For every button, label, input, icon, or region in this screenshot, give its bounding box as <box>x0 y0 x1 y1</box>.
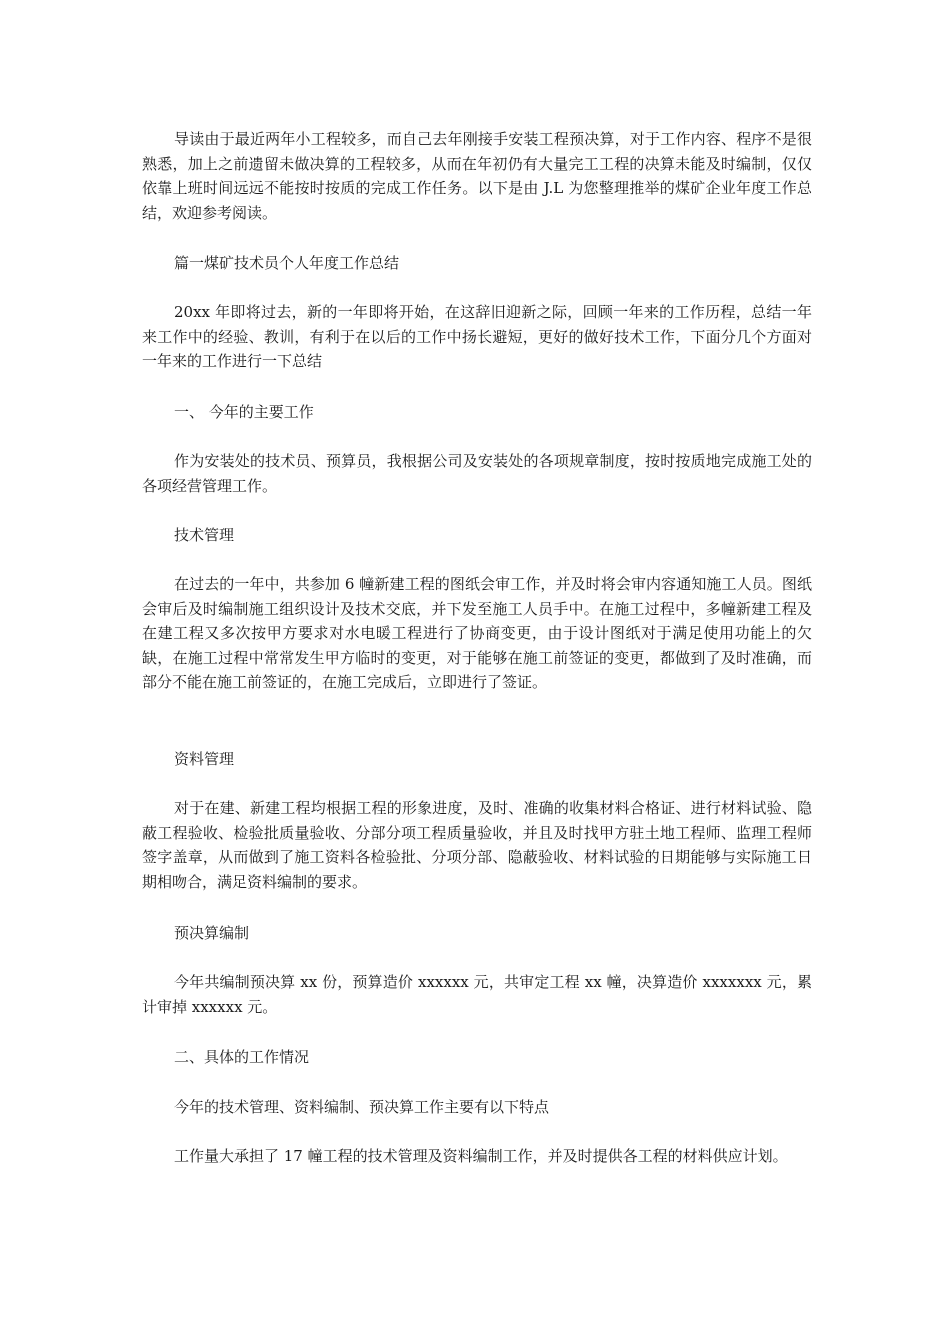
budget-paragraph: 今年共编制预决算 xx 份，预算造价 xxxxxx 元，共审定工程 xx 幢，决算造价 xxxxxxx 元，累计审掉 xxxxxx 元。 <box>142 973 812 1016</box>
section-2-intro: 今年的技术管理、资料编制、预决算工作主要有以下特点 <box>174 1098 550 1116</box>
section-1-heading: 一、 今年的主要工作 <box>174 403 314 421</box>
intro-paragraph: 导读由于最近两年小工程较多，而自己去年刚接手安装工程预决算，对于工作内容、程序不是很熟悉，加上之前遗留未做决算的工程较多，从而在年初仍有大量完工工程的决算未能及时编制，仅仅依靠上班时间远远不能按时按质的完成工作任务。以下是由 J.L 为您整理推举的煤矿企业年度工作总结，欢迎参考阅读。 <box>142 130 812 222</box>
tech-management-heading: 技术管理 <box>174 526 235 544</box>
article-title: 篇一煤矿技术员个人年度工作总结 <box>174 254 400 272</box>
budget-heading: 预决算编制 <box>174 924 250 942</box>
data-management-paragraph: 对于在建、新建工程均根据工程的形象进度，及时、准确的收集材料合格证、进行材料试验、隐蔽工程验收、检验批质量验收、分部分项工程质量验收，并且及时找甲方驻土地工程师、监理工程师签字盖章，从而做到了施工资料各检验批、分项分部、隐蔽验收、材料试验的日期能够与实际施工日期相吻合，满足资料编制的要求。 <box>142 799 812 891</box>
data-management-heading: 资料管理 <box>174 750 235 768</box>
section-1-paragraph: 作为安装处的技术员、预算员，我根据公司及安装处的各项规章制度，按时按质地完成施工处的各项经营管理工作。 <box>142 452 812 495</box>
workload-paragraph: 工作量大承担了 17 幢工程的技术管理及资料编制工作，并及时提供各工程的材料供应计划。 <box>174 1147 788 1165</box>
tech-management-paragraph: 在过去的一年中，共参加 6 幢新建工程的图纸会审工作，并及时将会审内容通知施工人员。图纸会审后及时编制施工组织设计及技术交底，并下发至施工人员手中。在施工过程中，多幢新建工程及在建工程又多次按甲方要求对水电暖工程进行了协商变更，由于设计图纸对于满足使用功能上的欠缺，在施工过程中常常发生甲方临时的变更，对于能够在施工前签证的变更，都做到了及时准确，而部分不能在施工前签证的，在施工完成后，立即进行了签证。 <box>142 575 812 692</box>
opening-paragraph: 20xx 年即将过去，新的一年即将开始，在这辞旧迎新之际，回顾一年来的工作历程，总结一年来工作中的经验、教训，有利于在以后的工作中扬长避短，更好的做好技术工作，下面分几个方面对一年来的工作进行一下总结 <box>142 303 812 371</box>
section-2-heading: 二、具体的工作情况 <box>174 1048 310 1066</box>
